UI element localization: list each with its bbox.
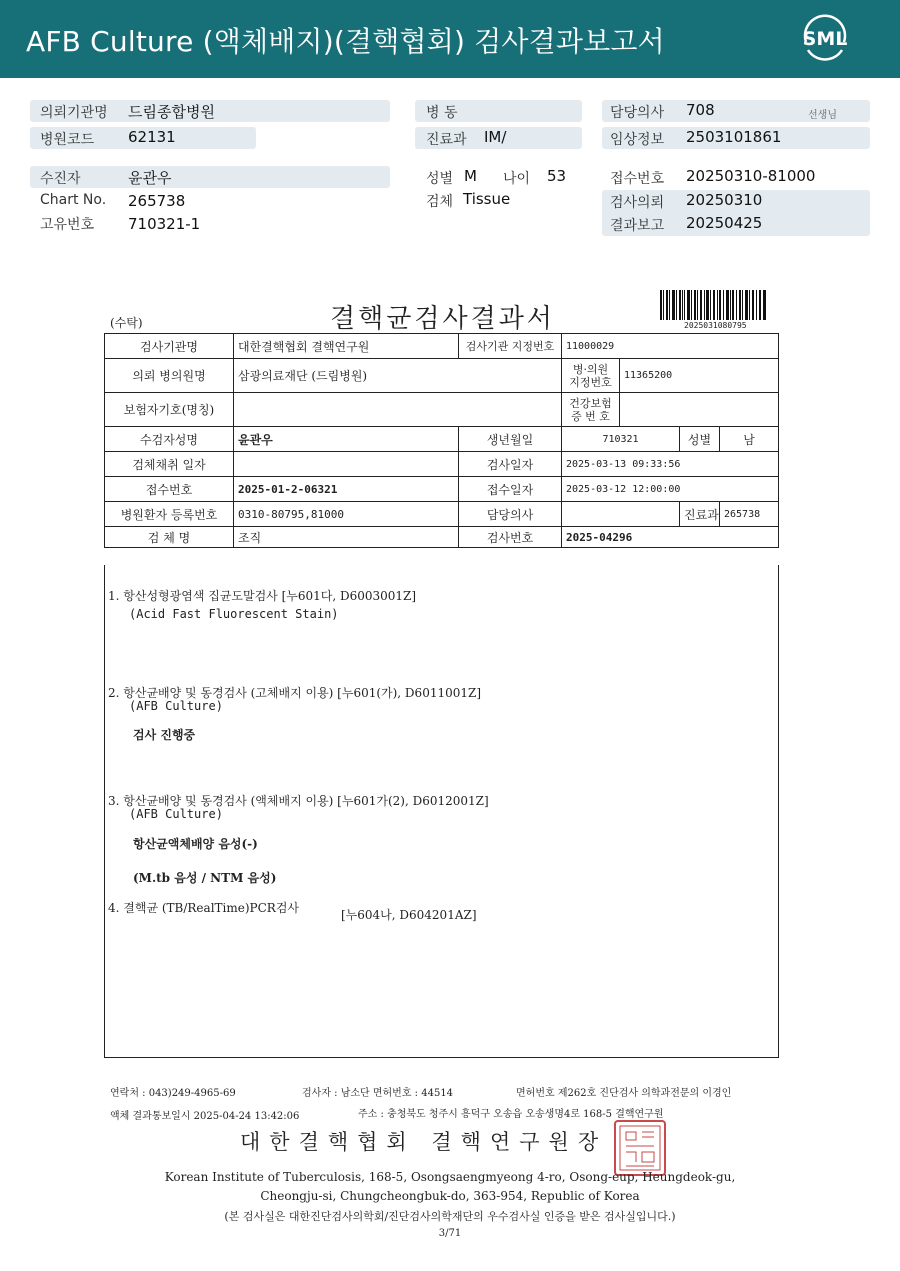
insured-label: 보험자기호(명칭) bbox=[105, 393, 234, 427]
footer-notified: 액체 결과통보일시 2025-04-24 13:42:06 bbox=[110, 1111, 300, 1122]
dept-label-table: 진료과 bbox=[680, 502, 720, 527]
test-date-label: 검사일자 bbox=[459, 452, 562, 477]
sex-value: M bbox=[464, 167, 477, 185]
receipt-date-label: 접수일자 bbox=[459, 477, 562, 502]
org-label: 의뢰기관명 bbox=[40, 105, 108, 121]
name-label: 수진자 bbox=[40, 171, 81, 187]
code-value: 62131 bbox=[128, 128, 176, 146]
receipt-value-table: 2025-01-2-06321 bbox=[234, 477, 459, 502]
collect-label: 검체채취 일자 bbox=[105, 452, 234, 477]
barcode-number: 2025031080795 bbox=[684, 321, 747, 330]
barcode-icon bbox=[660, 290, 766, 320]
report-title: 결핵균검사결과서 bbox=[330, 304, 555, 334]
spec-label: 검 체 명 bbox=[105, 527, 234, 548]
specimen-label: 검체 bbox=[426, 194, 454, 210]
chart-label: Chart No. bbox=[40, 192, 107, 208]
doctor-label: 담당의사 bbox=[610, 105, 665, 121]
subject-label: 수검자성명 bbox=[105, 427, 234, 452]
footer-address-kr: 주소 : 충청북도 청주시 흥덕구 오송읍 오송생명4로 168-5 결핵연구원 bbox=[358, 1109, 664, 1120]
doctor-suffix: 선생님 bbox=[808, 110, 837, 121]
dept-value-table: 265738 bbox=[720, 502, 779, 527]
health-value bbox=[620, 393, 779, 427]
clinical-label: 임상정보 bbox=[610, 132, 665, 148]
doctor-value: 708 bbox=[686, 101, 715, 119]
age-label: 나이 bbox=[503, 171, 531, 187]
item-3-title: 3. 항산균배양 및 동경검사 (액체배지 이용) [누601가(2), D6012001Z] bbox=[108, 794, 489, 808]
sml-logo bbox=[798, 12, 852, 66]
lab-id-value: 11000029 bbox=[562, 334, 779, 359]
receipt-label: 접수번호 bbox=[610, 171, 665, 187]
official-seal-icon bbox=[614, 1120, 666, 1176]
chart-value: 265738 bbox=[128, 192, 186, 210]
address-en-line2: Cheongju-si, Chungcheongbuk-do, 363-954, Republic of Korea bbox=[260, 1189, 640, 1203]
test-no-value: 2025-04296 bbox=[562, 527, 779, 548]
page-number: 3/71 bbox=[438, 1228, 462, 1239]
logo-text: SML bbox=[802, 28, 848, 50]
receipt-label-table: 접수번호 bbox=[105, 477, 234, 502]
name-value: 윤관우 bbox=[128, 169, 172, 187]
sex-label-table: 성별 bbox=[680, 427, 720, 452]
item-2-title: 2. 항산균배양 및 동경검사 (고체배지 이용) [누601(가), D6011001Z] bbox=[108, 686, 482, 700]
health-label: 건강보험 증 번 호 bbox=[562, 393, 620, 427]
hospital-label: 의뢰 병의원명 bbox=[105, 359, 234, 393]
dept-label: 진료과 bbox=[426, 132, 467, 148]
item-2-subtitle: (AFB Culture) bbox=[129, 699, 223, 713]
collect-value bbox=[234, 452, 459, 477]
spec-value: 조직 bbox=[234, 527, 459, 548]
footer-contact: 연락처 : 043)249-4965-69 bbox=[110, 1088, 236, 1099]
unique-value: 710321-1 bbox=[128, 215, 201, 233]
stamp-label: (수탁) bbox=[110, 316, 143, 330]
item-4-title: 4. 결핵균 (TB/RealTime)PCR검사 bbox=[108, 901, 300, 915]
certification-note: (본 검사실은 대한진단검사의학회/진단검사의학재단의 우수검사실 인증을 받은 검사실입니다.) bbox=[224, 1210, 676, 1223]
footer-license: 면허번호 제262호 진단검사 의학과전문의 이경인 bbox=[516, 1088, 732, 1099]
item-1-title: 1. 항산성형광염색 집균도말검사 [누601다, D6003001Z] bbox=[108, 589, 417, 603]
sex-value-table: 남 bbox=[720, 427, 779, 452]
test-date-value: 2025-03-13 09:33:56 bbox=[562, 452, 779, 477]
doctor-value-table bbox=[562, 502, 680, 527]
page-title: AFB Culture (액체배지)(결핵협회) 검사결과보고서 bbox=[26, 25, 665, 58]
item-3-result: 항산균액체배양 음성(-) bbox=[133, 837, 258, 851]
lab-label: 검사기관명 bbox=[105, 334, 234, 359]
request-value: 20250310 bbox=[686, 191, 763, 209]
birth-label: 생년월일 bbox=[459, 427, 562, 452]
item-2-result: 검사 진행중 bbox=[133, 728, 196, 742]
sex-label: 성별 bbox=[426, 171, 454, 187]
birth-value: 710321 bbox=[562, 427, 680, 452]
specimen-value: Tissue bbox=[463, 190, 511, 208]
report-value: 20250425 bbox=[686, 214, 763, 232]
item-1-subtitle: (Acid Fast Fluorescent Stain) bbox=[129, 607, 339, 621]
hosp-id-label: 병·의원 지정번호 bbox=[562, 359, 620, 393]
address-en-line1: Korean Institute of Tuberculosis, 168-5, Osongsaengmyeong 4-ro, Osong-eup, Heungdeok-gu, bbox=[164, 1170, 736, 1184]
item-3-subtitle: (AFB Culture) bbox=[129, 807, 223, 821]
name-row bbox=[30, 166, 390, 188]
ward-label: 병 동 bbox=[426, 105, 458, 121]
institute-name: 대한결핵협회 결핵연구원장 bbox=[240, 1130, 608, 1154]
report-label: 결과보고 bbox=[610, 218, 665, 234]
hospital-value: 삼광의료재단 (드림병원) bbox=[234, 359, 562, 393]
footer-tester: 검사자 : 남소단 면허번호 : 44514 bbox=[302, 1088, 454, 1099]
receipt-date-value: 2025-03-12 12:00:00 bbox=[562, 477, 779, 502]
unique-label: 고유번호 bbox=[40, 217, 95, 233]
reg-label: 병원환자 등록번호 bbox=[105, 502, 234, 527]
reg-value: 0310-80795,81000 bbox=[234, 502, 459, 527]
request-label: 검사의뢰 bbox=[610, 195, 665, 211]
clinical-value: 2503101861 bbox=[686, 128, 782, 146]
lab-value: 대한결핵협회 결핵연구원 bbox=[234, 334, 459, 359]
subject-value: 윤관우 bbox=[234, 427, 459, 452]
age-value: 53 bbox=[547, 167, 567, 185]
doctor-label-table: 담당의사 bbox=[459, 502, 562, 527]
org-value: 드림종합병원 bbox=[128, 103, 215, 121]
insured-value bbox=[234, 393, 562, 427]
item-3-result-detail: (M.tb 음성 / NTM 음성) bbox=[133, 871, 277, 885]
report-info-table bbox=[104, 333, 779, 548]
test-no-label: 검사번호 bbox=[459, 527, 562, 548]
item-4-code: [누604나, D604201AZ] bbox=[341, 908, 477, 922]
receipt-value: 20250310-81000 bbox=[686, 167, 816, 185]
hosp-id-value: 11365200 bbox=[620, 359, 779, 393]
results-box bbox=[104, 565, 779, 1058]
code-label: 병원코드 bbox=[40, 132, 95, 148]
dept-value: IM/ bbox=[484, 128, 507, 146]
lab-id-label: 검사기관 지정번호 bbox=[459, 334, 562, 359]
